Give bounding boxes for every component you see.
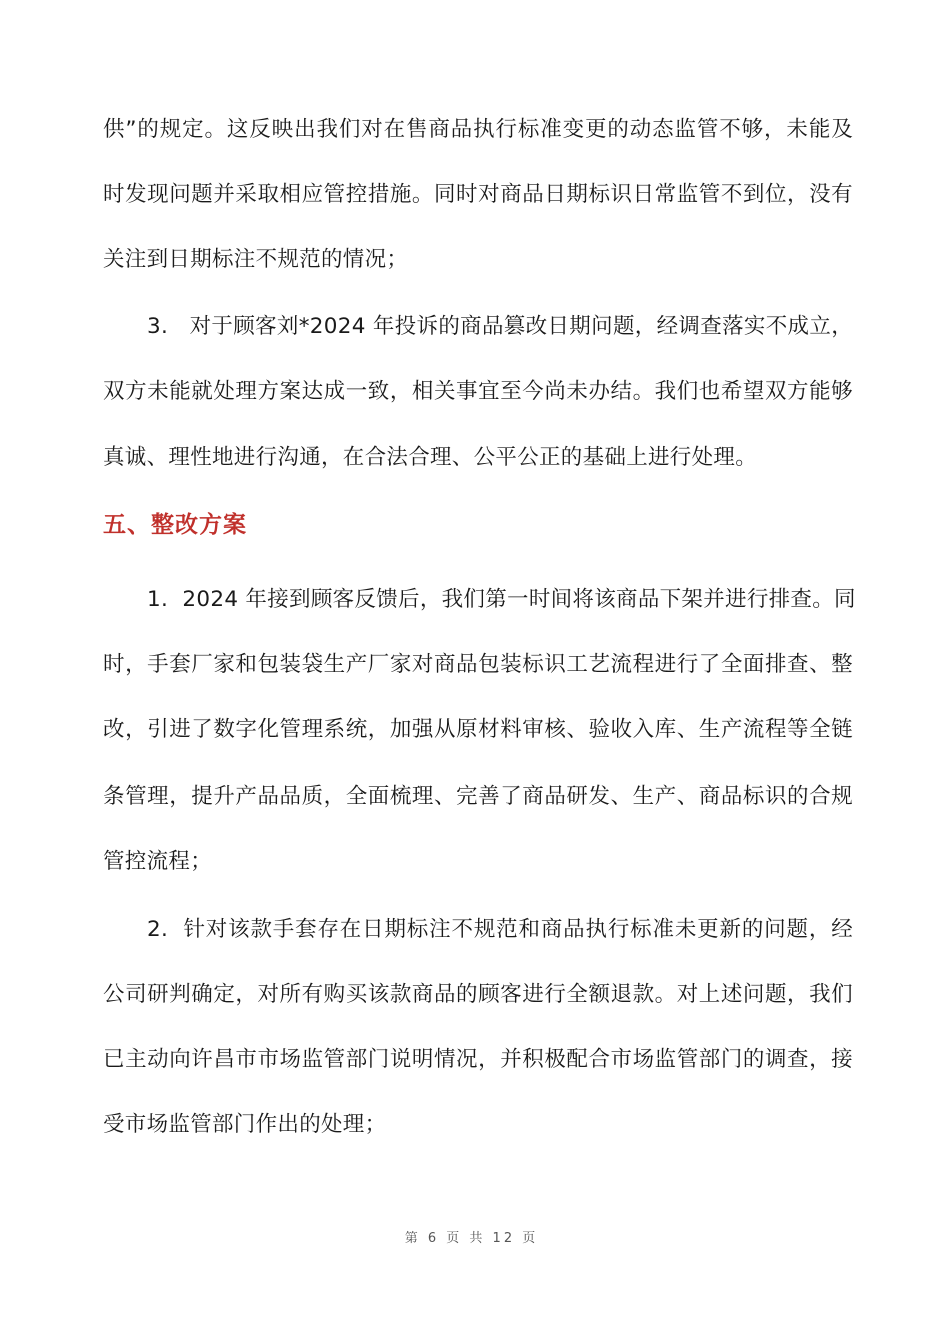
text-line: 公司研判确定，对所有购买该款商品的顾客进行全额退款。对上述问题，我们 <box>103 982 853 1007</box>
text-line: 时，手套厂家和包装袋生产厂家对商品包装标识工艺流程进行了全面排查、整 <box>103 652 853 677</box>
text-line: 真诚、理性地进行沟通，在合法合理、公平公正的基础上进行处理。 <box>103 445 758 470</box>
text-line: 已主动向许昌市市场监管部门说明情况，并积极配合市场监管部门的调查，接 <box>103 1047 853 1072</box>
text-line: 3. 对于顾客刘*2024 年投诉的商品篡改日期问题，经调查落实不成立， <box>147 314 853 339</box>
text-line: 双方未能就处理方案达成一致，相关事宜至今尚未办结。我们也希望双方能够 <box>103 379 853 404</box>
section-heading: 五、整改方案 <box>103 512 247 538</box>
text-line: 受市场监管部门作出的处理； <box>103 1112 387 1137</box>
text-line: 1. 2024 年接到顾客反馈后，我们第一时间将该商品下架并进行排查。同 <box>147 587 856 612</box>
text-line: 条管理，提升产品品质，全面梳理、完善了商品研发、生产、商品标识的合规 <box>103 784 853 809</box>
text-line: 关注到日期标注不规范的情况； <box>103 247 409 272</box>
text-line: 管控流程； <box>103 849 213 874</box>
text-line: 改，引进了数字化管理系统，加强从原材料审核、验收入库、生产流程等全链 <box>103 717 853 742</box>
text-line: 时发现问题并采取相应管控措施。同时对商品日期标识日常监管不到位，没有 <box>103 182 853 207</box>
text-line: 2. 针对该款手套存在日期标注不规范和商品执行标准未更新的问题，经 <box>147 917 853 942</box>
page-number-footer: 第 6 页 共 12 页 <box>404 1231 539 1246</box>
text-line: 供”的规定。这反映出我们对在售商品执行标准变更的动态监管不够，未能及 <box>103 117 853 142</box>
